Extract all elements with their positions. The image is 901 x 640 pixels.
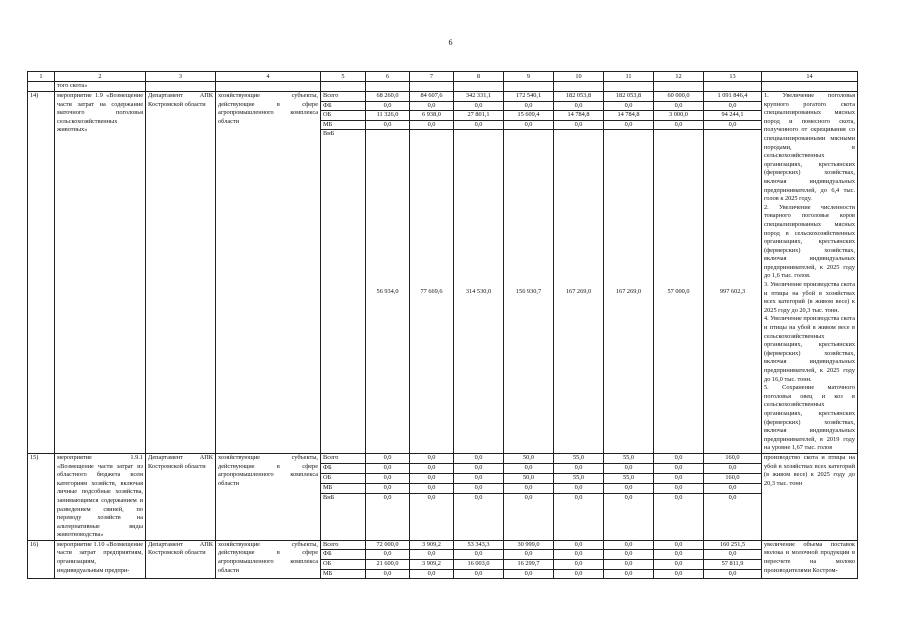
expected-result: 1. Увеличение поголовья крупного рогатого скота специализированных мясных пород и помесного скота, полученного от скрещивания со специализированными мясными породами, в сельскохозяйственных организациях, крестьянских (фермерских) хозяйствах, включая индивидуальных предпринимателей, до 6,4 тыс. голов к 2025 году. 2. Увеличение численности товарного поголовья коров специализированных мясных пород в сельскохозяйственных организациях, крестьянских (фермерских) хозяйствах, включая индивидуальных предпринимателей, к 2025 году до 1,6 тыс. голов. 3. Увеличение производства скота и птицы на убой в хозяйствах всех категорий (в живом весе) к 2025 году до 20,3 тыс. тонн. 4. Увеличение производства скота и птицы на убой в живом весе в сельскохозяйственных организациях, крестьянских (фермерских) хозяйствах, включая индивидуальных предпринимателей, к 2025 году до 16,0 тыс. тонн. 5. Сохранение маточного поголовья овец и коз в сельскохозяйственных организациях, крестьянских (фермерских) хозяйствах, включая индивидуальных предпринимателей, в 2019 году на уровне 1,67 тыс. голов	[762, 92, 858, 454]
value-cell: 0,0	[410, 473, 454, 483]
value-cell: 0,0	[654, 473, 704, 483]
value-cell: 0,0	[454, 453, 504, 463]
value-cell: 27 801,1	[454, 111, 504, 121]
header-cell: 4	[216, 72, 321, 82]
header-cell: 8	[454, 72, 504, 82]
value-cell: 3 909,2	[410, 560, 454, 570]
value-cell: 0,0	[654, 569, 704, 579]
value-cell: 3 909,2	[410, 540, 454, 550]
value-cell: 160 251,5	[704, 540, 762, 550]
value-cell: 0,0	[554, 540, 604, 550]
value-cell: 0,0	[504, 483, 554, 493]
value-cell: 0,0	[410, 483, 454, 493]
header-cell: 3	[146, 72, 216, 82]
program-table	[27, 71, 858, 579]
value-cell: 0,0	[654, 540, 704, 550]
value-cell: 3 000,0	[654, 111, 704, 121]
source-label: МБ	[321, 483, 366, 493]
value-cell: 50,0	[504, 453, 554, 463]
value-cell: 0,0	[410, 101, 454, 111]
value-cell: 21 600,0	[366, 560, 410, 570]
executor: Департамент АПК Костромской области	[146, 92, 216, 454]
value-cell: 55,0	[554, 453, 604, 463]
expected-result: увеличение объема поставок молока и молочной продукции в пересчете на молоко производителями Костром-	[762, 540, 858, 578]
value-cell: 0,0	[366, 493, 410, 540]
value-cell: 16 003,0	[454, 560, 504, 570]
header-cell: 10	[554, 72, 604, 82]
value-cell: 72 000,0	[366, 540, 410, 550]
source-label: ВнБ	[321, 130, 366, 454]
value-cell: 0,0	[654, 463, 704, 473]
continuation-text: того скота»	[55, 82, 146, 92]
header-cell: 7	[410, 72, 454, 82]
value-cell: 0,0	[366, 473, 410, 483]
value-cell: 0,0	[454, 569, 504, 579]
value-cell: 0,0	[604, 569, 654, 579]
value-cell: 0,0	[704, 550, 762, 560]
value-cell: 0,0	[704, 463, 762, 473]
value-cell: 60 000,0	[654, 92, 704, 102]
header-cell: 9	[504, 72, 554, 82]
value-cell: 53 343,3	[454, 540, 504, 550]
value-cell: 0,0	[454, 463, 504, 473]
value-cell: 94 244,1	[704, 111, 762, 121]
source-label: МБ	[321, 120, 366, 130]
measure-name: мероприятие 1.9.1 «Возмещение части затрат из областного бюджета всем категориям хозяйств, включая личные подсобные хозяйства, занимающимся содержанием и разведением свиней, по переводу хозяйств на альтернативные виды животноводства»	[55, 453, 146, 540]
source-label: ВнБ	[321, 493, 366, 540]
table-row	[28, 453, 858, 463]
value-cell: 77 669,6	[410, 130, 454, 454]
value-cell: 0,0	[654, 550, 704, 560]
value-cell: 172 540,1	[504, 92, 554, 102]
value-cell: 167 269,0	[554, 130, 604, 454]
source-label: ФБ	[321, 463, 366, 473]
value-cell: 0,0	[704, 120, 762, 130]
header-cell: 13	[704, 72, 762, 82]
value-cell: 84 607,6	[410, 92, 454, 102]
source-label: Всего	[321, 540, 366, 550]
value-cell: 0,0	[366, 483, 410, 493]
value-cell: 14 784,8	[554, 111, 604, 121]
value-cell: 0,0	[410, 569, 454, 579]
value-cell: 0,0	[410, 120, 454, 130]
value-cell: 0,0	[604, 101, 654, 111]
page-number: 6	[448, 38, 453, 47]
value-cell: 0,0	[504, 550, 554, 560]
continuation-row	[28, 82, 858, 92]
value-cell: 0,0	[554, 493, 604, 540]
value-cell: 55,0	[604, 473, 654, 483]
value-cell: 0,0	[366, 453, 410, 463]
table-header-row	[28, 72, 858, 82]
value-cell: 68 260,0	[366, 92, 410, 102]
participants: хозяйствующие субъекты, действующие в сфере агропромышленного комплекса области	[216, 92, 321, 454]
value-cell: 0,0	[604, 483, 654, 493]
value-cell: 0,0	[554, 550, 604, 560]
value-cell: 160,0	[704, 453, 762, 463]
source-label: Всего	[321, 453, 366, 463]
table-row	[28, 92, 858, 102]
value-cell: 50,0	[504, 473, 554, 483]
value-cell: 0,0	[604, 550, 654, 560]
source-label: МБ	[321, 569, 366, 579]
expected-result: производство скота и птицы на убой в хозяйствах всех категорий (в живом весе) к 2025 году до 20,3 тыс. тонн	[762, 453, 858, 540]
value-cell: 11 326,0	[366, 111, 410, 121]
value-cell: 0,0	[454, 483, 504, 493]
header-cell: 12	[654, 72, 704, 82]
source-label: Всего	[321, 92, 366, 102]
value-cell: 1 091 846,4	[704, 92, 762, 102]
value-cell: 56 934,0	[366, 130, 410, 454]
value-cell: 0,0	[410, 550, 454, 560]
value-cell: 0,0	[366, 101, 410, 111]
value-cell: 0,0	[454, 550, 504, 560]
value-cell: 0,0	[504, 101, 554, 111]
value-cell: 0,0	[410, 453, 454, 463]
value-cell: 15 609,4	[504, 111, 554, 121]
value-cell: 30 999,0	[504, 540, 554, 550]
participants: хозяйствующие субъекты, действующие в сфере агропромышленного комплекса области	[216, 540, 321, 578]
source-label: ОБ	[321, 111, 366, 121]
value-cell: 0,0	[554, 120, 604, 130]
value-cell: 997 602,3	[704, 130, 762, 454]
participants: хозяйствующие субъекты, действующие в сфере агропромышленного комплекса области	[216, 453, 321, 540]
executor: Департамент АПК Костромской области	[146, 540, 216, 578]
value-cell: 0,0	[654, 120, 704, 130]
value-cell: 0,0	[504, 120, 554, 130]
value-cell: 0,0	[654, 560, 704, 570]
source-label: ОБ	[321, 560, 366, 570]
value-cell: 0,0	[654, 101, 704, 111]
value-cell: 6 938,0	[410, 111, 454, 121]
executor: Департамент АПК Костромской области	[146, 453, 216, 540]
value-cell: 57 000,0	[654, 130, 704, 454]
value-cell: 0,0	[366, 120, 410, 130]
value-cell: 0,0	[454, 473, 504, 483]
header-cell: 14	[762, 72, 858, 82]
row-number: 16)	[28, 540, 55, 578]
value-cell: 314 530,0	[454, 130, 504, 454]
value-cell: 0,0	[604, 560, 654, 570]
measure-name: мероприятие 1.9 «Возмещение части затрат на содержание маточного поголовья сельскохозяйственных животных»	[55, 92, 146, 454]
value-cell: 0,0	[704, 493, 762, 540]
source-label: ФБ	[321, 550, 366, 560]
value-cell: 0,0	[410, 463, 454, 473]
source-label: ФБ	[321, 101, 366, 111]
value-cell: 0,0	[366, 463, 410, 473]
value-cell: 182 053,8	[554, 92, 604, 102]
value-cell: 0,0	[704, 569, 762, 579]
value-cell: 55,0	[604, 453, 654, 463]
value-cell: 0,0	[554, 569, 604, 579]
table-row	[28, 540, 858, 550]
header-cell: 2	[55, 72, 146, 82]
value-cell: 167 269,0	[604, 130, 654, 454]
value-cell: 0,0	[504, 569, 554, 579]
value-cell: 0,0	[366, 550, 410, 560]
value-cell: 0,0	[554, 463, 604, 473]
value-cell: 0,0	[410, 493, 454, 540]
value-cell: 0,0	[366, 569, 410, 579]
header-cell: 1	[28, 72, 55, 82]
value-cell: 156 930,7	[504, 130, 554, 454]
value-cell: 57 811,9	[704, 560, 762, 570]
value-cell: 0,0	[454, 101, 504, 111]
header-cell: 5	[321, 72, 366, 82]
value-cell: 0,0	[604, 463, 654, 473]
value-cell: 0,0	[604, 120, 654, 130]
value-cell: 0,0	[704, 101, 762, 111]
row-number: 15)	[28, 453, 55, 540]
value-cell: 0,0	[604, 493, 654, 540]
value-cell: 160,0	[704, 473, 762, 483]
value-cell: 0,0	[504, 493, 554, 540]
value-cell: 14 784,8	[604, 111, 654, 121]
value-cell: 0,0	[604, 540, 654, 550]
value-cell: 16 299,7	[504, 560, 554, 570]
value-cell: 182 053,8	[604, 92, 654, 102]
value-cell: 0,0	[504, 463, 554, 473]
value-cell: 0,0	[454, 120, 504, 130]
row-number: 14)	[28, 92, 55, 454]
value-cell: 0,0	[654, 453, 704, 463]
header-cell: 6	[366, 72, 410, 82]
value-cell: 0,0	[454, 493, 504, 540]
value-cell: 342 331,1	[454, 92, 504, 102]
header-cell: 11	[604, 72, 654, 82]
measure-name: мероприятие 1.10 «Возмещение части затрат предприятиям, организациям, индивидуальным предпри-	[55, 540, 146, 578]
value-cell: 55,0	[554, 473, 604, 483]
value-cell: 0,0	[554, 560, 604, 570]
value-cell: 0,0	[654, 483, 704, 493]
value-cell: 0,0	[554, 483, 604, 493]
value-cell: 0,0	[554, 101, 604, 111]
value-cell: 0,0	[654, 493, 704, 540]
source-label: ОБ	[321, 473, 366, 483]
value-cell: 0,0	[704, 483, 762, 493]
